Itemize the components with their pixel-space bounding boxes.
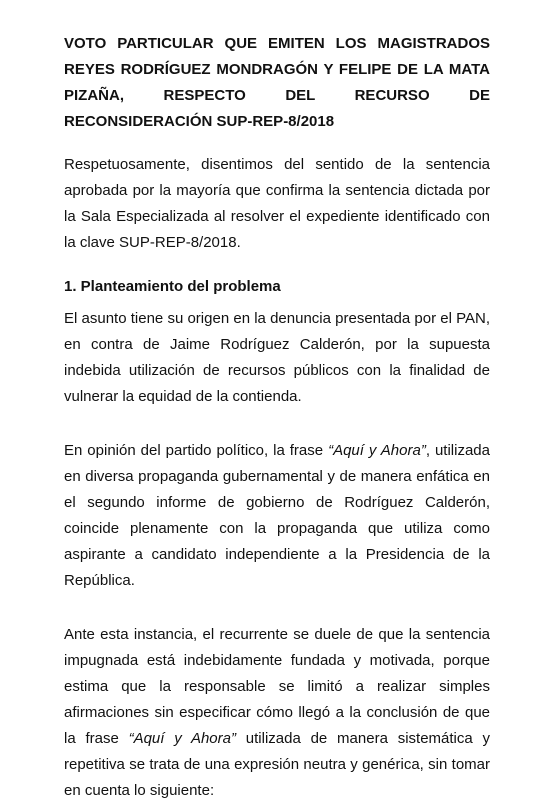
paragraph-origin: El asunto tiene su origen en la denuncia presentada por el PAN, en contra de Jaime Rodríguez Calderón, por la supuesta indebida utilización de recursos públicos con la finalidad de vulnerar la equidad de la contienda.	[64, 310, 490, 405]
quoted-phrase: “Aquí y Ahora”	[128, 730, 236, 747]
document-page	[64, 31, 490, 804]
quoted-phrase: “Aquí y Ahora”	[328, 442, 426, 459]
section-heading: 1. Planteamiento del problema	[64, 278, 281, 295]
paragraph-appellant-claim	[64, 622, 490, 804]
paragraph-text: , utilizada en diversa propaganda gubernamental y de manera enfática en el segundo informe de gobierno de Rodríguez Calderón, coincide plenamente con la propaganda que utiliza como aspirante a candidato independiente a la Presidencia de la República.	[64, 442, 490, 589]
title-line-2: REYES RODRÍGUEZ MONDRAGÓN Y FELIPE DE LA MATA	[64, 61, 490, 78]
paragraph-text: En opinión del partido político, la frase	[64, 442, 329, 459]
title-line-1: VOTO PARTICULAR QUE EMITEN LOS MAGISTRADOS	[64, 35, 490, 52]
document-title	[64, 31, 490, 135]
intro-paragraph: Respetuosamente, disentimos del sentido de la sentencia aprobada por la mayoría que confirma la sentencia dictada por la Sala Especializada al resolver el expediente identificado con la clave SUP-REP-8/2018.	[64, 156, 490, 251]
title-line-3: PIZAÑA, RESPECTO DEL RECURSO DE	[64, 87, 490, 104]
paragraph-text: Ante esta instancia, el recurrente se duele de que la sentencia impugnada está indebidamente fundada y motivada, porque estima que la responsable se limitó a realizar simples afirmaciones sin especificar cómo llegó a la conclusión de que la frase	[64, 626, 490, 747]
title-line-4: RECONSIDERACIÓN SUP-REP-8/2018	[64, 113, 335, 130]
paragraph-text: utilizada de manera sistemática y repetitiva se trata de una expresión neutra y genérica, sin tomar en cuenta lo siguiente:	[64, 730, 491, 799]
paragraph-party-opinion	[64, 438, 490, 594]
